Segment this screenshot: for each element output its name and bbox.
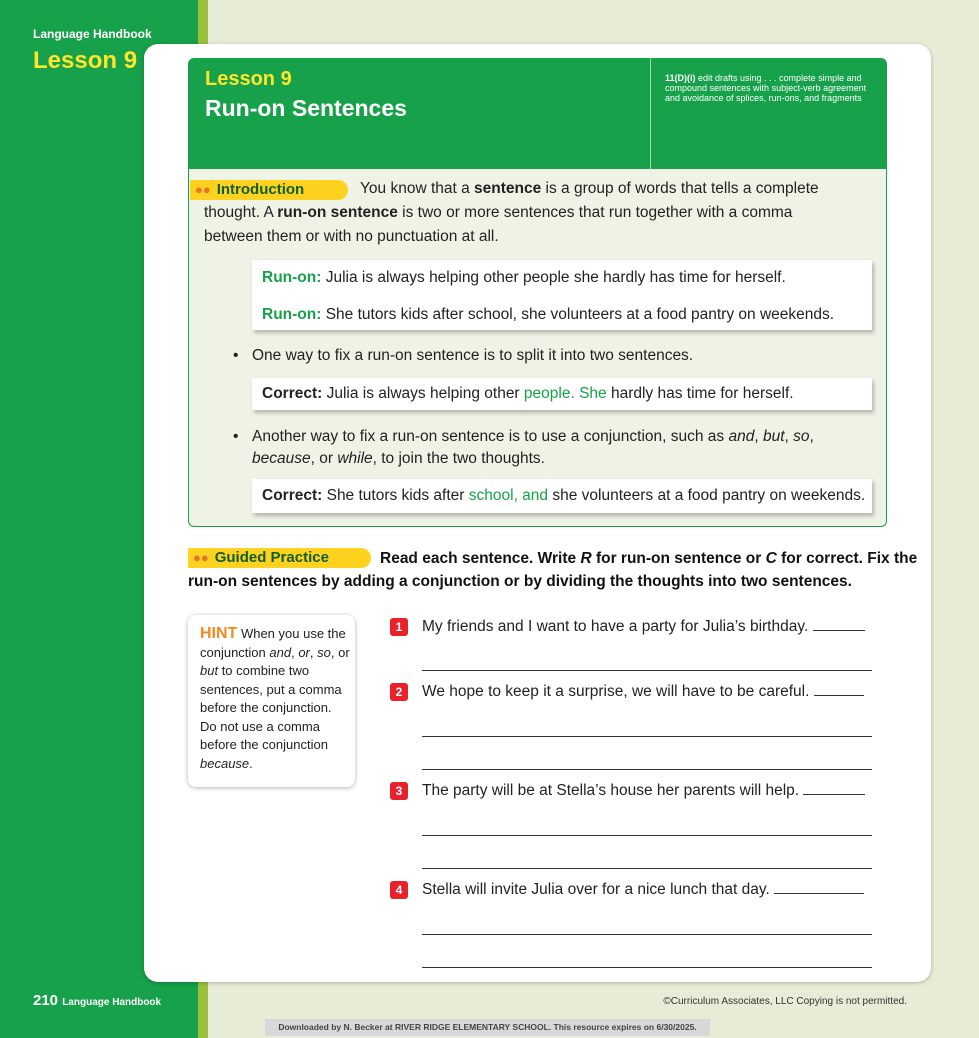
directions-line-2: run-on sentences by adding a conjunction or by dividing the thoughts into two sentences.	[188, 573, 852, 590]
directions-line-1: Read each sentence. Write R for run-on sentence or C for correct. Fix the	[380, 550, 918, 567]
answer-line[interactable]	[422, 736, 872, 737]
label-blank-3[interactable]	[803, 782, 865, 795]
answer-line[interactable]	[422, 934, 872, 935]
label-blank-1[interactable]	[813, 618, 865, 631]
side-lesson-label: Lesson 9	[33, 47, 138, 74]
question-4: Stella will invite Julia over for a nice lunch that day.	[422, 881, 864, 899]
header-divider	[650, 58, 651, 169]
question-1: My friends and I want to have a party for Julia’s birthday.	[422, 618, 865, 636]
question-3: The party will be at Stella’s house her parents will help.	[422, 782, 865, 800]
answer-line[interactable]	[422, 868, 872, 869]
runon-example-2: Run-on: She tutors kids after school, she volunteers at a food pantry on weekends.	[262, 306, 835, 323]
answer-line[interactable]	[422, 670, 872, 671]
correct-example-2: Correct: She tutors kids after school, and she volunteers at a food pantry on weekends.	[262, 487, 866, 504]
bullet-split: • One way to fix a run-on sentence is to split it into two sentences.	[233, 347, 694, 364]
hint-text: HINT When you use the conjunction and, or, so, or but to combine two sentences, put a comma before the conjunction. Do not use a comma before the conjunction because.	[200, 625, 350, 771]
answer-line[interactable]	[422, 835, 872, 836]
runon-example-1: Run-on: Julia is always helping other people she hardly has time for herself.	[262, 269, 786, 286]
page-title: Run-on Sentences	[205, 95, 407, 121]
download-notice: Downloaded by N. Becker at RIVER RIDGE ELEMENTARY SCHOOL. This resource expires on 6/30/2025.	[265, 1019, 710, 1036]
hint-box	[188, 615, 355, 787]
handbook-label: Language Handbook	[33, 27, 152, 41]
guided-practice-label: ●● Guided Practice	[188, 548, 371, 568]
copyright-notice: ©Curriculum Associates, LLC Copying is not permitted.	[663, 996, 907, 1007]
answer-line[interactable]	[422, 967, 872, 968]
question-2: We hope to keep it a surprise, we will have to be careful.	[422, 683, 864, 701]
runon-examples-card	[252, 260, 872, 330]
question-number-2: 2	[390, 683, 408, 701]
correct-example-1: Correct: Julia is always helping other people. She hardly has time for herself.	[262, 385, 794, 402]
page-number: 210 Language Handbook	[33, 992, 162, 1009]
bullet-conjunction: • Another way to fix a run-on sentence is to use a conjunction, such as and, but, so, because, or while, to join the two thoughts.	[233, 428, 814, 467]
intro-line-2: thought. A run-on sentence is two or more sentences that run together with a comma	[204, 204, 793, 221]
header-lesson-number: Lesson 9	[205, 68, 292, 90]
label-blank-2[interactable]	[814, 683, 864, 696]
group-icon: ●●	[195, 182, 211, 197]
answer-line[interactable]	[422, 769, 872, 770]
intro-line-1: You know that a sentence is a group of words that tells a complete	[360, 180, 819, 197]
group-icon: ●●	[193, 550, 209, 565]
question-number-1: 1	[390, 618, 408, 636]
correct-example-card-1	[252, 378, 872, 410]
intro-line-3: between them or with no punctuation at all.	[204, 228, 499, 245]
introduction-label: ●● Introduction	[190, 180, 348, 200]
standard-note: 11(D)(i) edit drafts using . . . complete simple and compound sentences with subject-verb agreement and avoidance of splices, run-ons, and fragments	[665, 73, 867, 103]
correct-example-card-2	[252, 479, 872, 513]
question-number-4: 4	[390, 881, 408, 899]
question-number-3: 3	[390, 782, 408, 800]
label-blank-4[interactable]	[774, 881, 864, 894]
